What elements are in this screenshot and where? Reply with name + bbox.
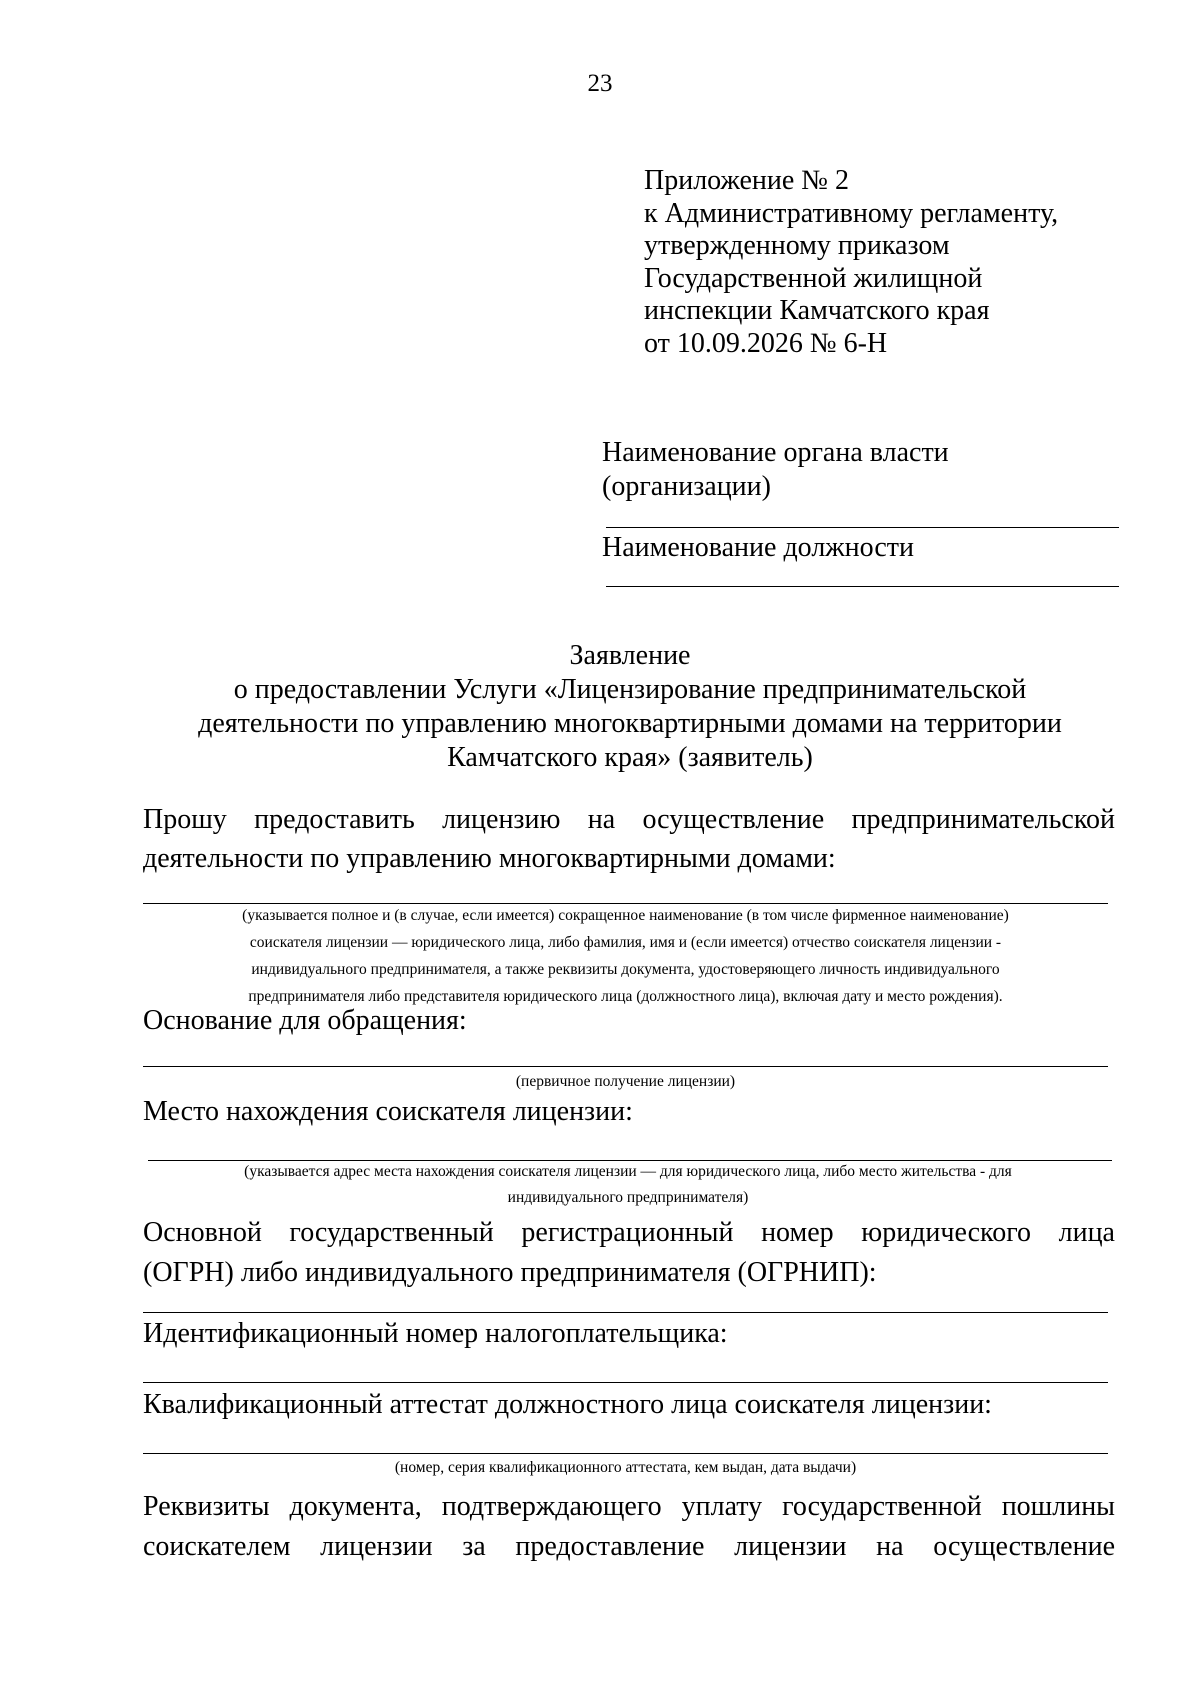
position-line (606, 586, 1119, 587)
location-note-line: индивидуального предпринимателя) (507, 1189, 749, 1206)
ogrn-line: Основной государственный регистрационный номер юридического лица (143, 1217, 1115, 1248)
certificate-label: Квалификационный аттестат должностного лица соискателя лицензии: (143, 1389, 992, 1420)
title-heading: Заявление (569, 640, 691, 671)
appendix-line: к Административному регламенту, (644, 197, 1059, 229)
certificate-note: (номер, серия квалификационного аттестата, кем выдан, дата выдачи) (394, 1459, 857, 1476)
appendix-line: Приложение № 2 (644, 165, 849, 196)
applicant-note (143, 902, 1108, 1010)
authority-name-label: Наименование органа власти (602, 437, 949, 468)
title-line: о предоставлении Услуги «Лицензирование предпринимательской (233, 674, 1027, 705)
fee-paragraph (143, 1487, 1115, 1567)
ogrn-value-line (143, 1312, 1108, 1313)
position-label: Наименование должности (602, 532, 914, 563)
location-note-line: (указывается адрес места нахождения соискателя лицензии — для юридического лица, либо место жительства - для (244, 1163, 1012, 1180)
basis-note: (первичное получение лицензии) (515, 1073, 736, 1090)
request-line: деятельности по управлению многоквартирными домами: (143, 843, 836, 874)
addressee-block (602, 436, 949, 504)
request-line: Прошу предоставить лицензию на осуществление предпринимательской (143, 804, 1115, 835)
appendix-line: от 10.09.2026 № 6-Н (644, 327, 888, 359)
page-number: 23 (587, 70, 613, 97)
appendix-block (644, 165, 1058, 360)
authority-name-label-cont: (организации) (602, 471, 771, 502)
fee-line: соискателем лицензии за предоставление лицензии на осуществление (143, 1531, 1115, 1562)
location-note (143, 1159, 1113, 1211)
appendix-line: инспекции Камчатского края (644, 295, 990, 326)
basis-line (143, 1066, 1108, 1067)
ogrn-paragraph (143, 1213, 1115, 1293)
location-label: Место нахождения соискателя лицензии: (143, 1096, 633, 1127)
authority-name-line (606, 527, 1119, 528)
request-paragraph (143, 800, 1115, 878)
basis-label: Основание для обращения: (143, 1005, 467, 1036)
title-line: деятельности по управлению многоквартирными домами на территории (198, 708, 1062, 739)
applicant-note-line: (указывается полное и (в случае, если имеется) сокращенное наименование (в том числе фирменное наименование) (242, 907, 1009, 924)
appendix-line: Государственной жилищной (644, 262, 983, 294)
title-line: Камчатского края» (заявитель) (447, 742, 813, 773)
applicant-note-line: индивидуального предпринимателя, а также реквизиты документа, удостоверяющего личность индивидуального (251, 961, 1000, 978)
appendix-line: утвержденному приказом (644, 230, 950, 261)
inn-value-line (143, 1382, 1108, 1383)
inn-label: Идентификационный номер налогоплательщика: (143, 1318, 728, 1349)
ogrn-line: (ОГРН) либо индивидуального предпринимателя (ОГРНИП): (143, 1257, 877, 1288)
fee-line: Реквизиты документа, подтверждающего уплату государственной пошлины (143, 1491, 1115, 1522)
document-title (0, 639, 1200, 775)
applicant-note-line: соискателя лицензии — юридического лица, либо фамилия, имя и (если имеется) отчество соискателя лицензии - (249, 934, 1002, 951)
applicant-note-line: предпринимателя либо представителя юридического лица (должностного лица), включая дату и место рождения). (248, 988, 1003, 1005)
